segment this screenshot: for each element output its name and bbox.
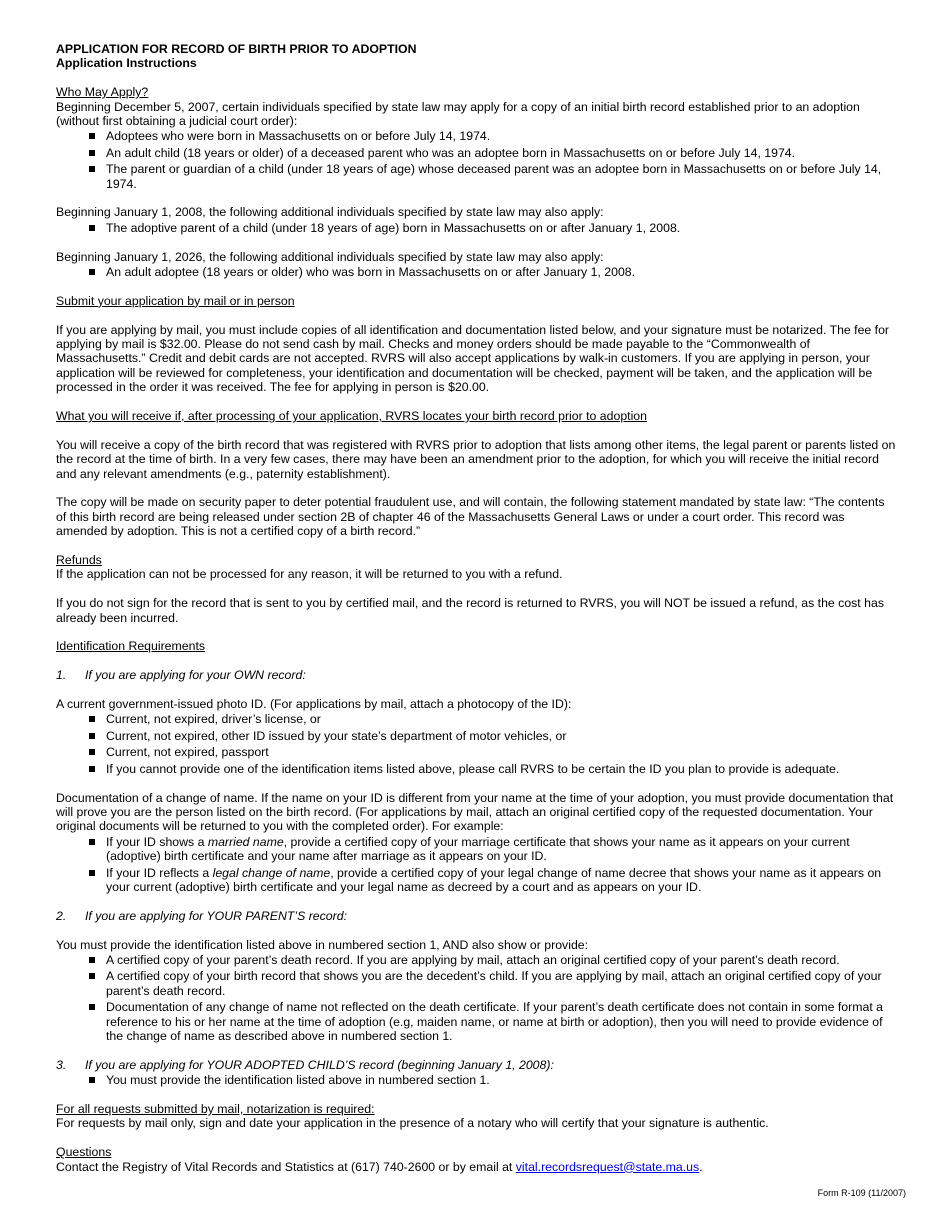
list-item: Documentation of any change of name not reflected on the death certificate. If your parent’s death certificate does not contain in some format a reference to his or her name at the time of adoption (e.g, maiden name, or name at birth or adoption), then you will need to provide evidence of the change of name as described above in numbered section 1. xyxy=(56,1000,898,1043)
section-3-title: 3. If you are applying for YOUR ADOPTED CHILD’S record (beginning January 1, 2008): xyxy=(56,1057,554,1072)
form-id: Form R-109 (11/2007) xyxy=(817,1188,906,1198)
submit-heading: Submit your application by mail or in person xyxy=(56,293,295,308)
list-item: Adoptees who were born in Massachusetts on or before July 14, 1974. xyxy=(56,129,898,143)
bullet-icon xyxy=(89,716,95,722)
receive-text-2: The copy will be made on security paper to deter potential fraudulent use, and will contain, the following statement mandated by state law: “The contents of this birth record are being released under section 2B of chapter 46 of the Massachusetts General Laws or under a court order. This record was amended by adoption. This is not a certified copy of a birth record.” xyxy=(56,495,885,539)
section-1-title: 1. If you are applying for your OWN record: xyxy=(56,668,306,683)
section-2-list xyxy=(56,953,898,1043)
section-1-list xyxy=(56,712,898,776)
who-may-apply-heading: Who May Apply? xyxy=(56,85,149,100)
bullet-icon xyxy=(89,870,95,876)
apply-2008-intro: Beginning January 1, 2008, the following additional individuals specified by state law may also apply: xyxy=(56,205,604,220)
apply-2026-list xyxy=(56,265,898,279)
refunds-text-2: If you do not sign for the record that is sent to you by certified mail, and the record is returned to RVRS, you will NOT be issued a refund, as the cost has already been incurred. xyxy=(56,596,884,625)
list-item: The parent or guardian of a child (under 18 years of age) whose deceased parent was an adoptee born in Massachusetts on or before July 14, 1974. xyxy=(56,162,898,191)
list-item: Current, not expired, passport xyxy=(56,745,898,759)
list-item: A certified copy of your parent’s death record. If you are applying by mail, attach an original certified copy of your parent’s death record. xyxy=(56,953,898,967)
bullet-icon xyxy=(89,733,95,739)
list-item: Current, not expired, driver’s license, or xyxy=(56,712,898,726)
bullet-icon xyxy=(89,133,95,139)
document-title: APPLICATION FOR RECORD OF BIRTH PRIOR TO ADOPTION xyxy=(56,42,417,56)
bullet-icon xyxy=(89,749,95,755)
list-item: An adult child (18 years or older) of a deceased parent who was an adoptee born in Massachusetts on or before July 14, 1974. xyxy=(56,146,898,160)
notarization-text: For requests by mail only, sign and date your application in the presence of a notary who will certify that your signature is authentic. xyxy=(56,1116,769,1131)
section-2-title: 2. If you are applying for YOUR PARENT’S record: xyxy=(56,908,347,923)
bullet-icon xyxy=(89,957,95,963)
list-item: A certified copy of your birth record that shows you are the decedent’s child. If you are applying by mail, attach an original certified copy of your parent’s death record. xyxy=(56,969,898,998)
section-3-list xyxy=(56,1073,898,1087)
list-item: If your ID shows a married name, provide a certified copy of your marriage certificate that shows your name as it appears on your current (adoptive) birth certificate and your name after marriage as it appears on your ID. xyxy=(56,835,898,864)
document-subtitle: Application Instructions xyxy=(56,56,197,71)
submit-text: If you are applying by mail, you must include copies of all identification and documentation listed below, and your signature must be notarized. The fee for applying by mail is $32.00. Please do not send cash by mail. Checks and money orders should be made payable to the “Commonwealth of Massachusetts.” Credit and debit cards are not accepted. RVRS will also accept applications by walk-in customers. If you are applying in person, your application will be reviewed for completeness, your identification and documentation will be checked, payment will be taken, and the application will be processed in the order it was received. The fee for applying in person is $20.00. xyxy=(56,322,890,395)
bullet-icon xyxy=(89,225,95,231)
list-item: You must provide the identification listed above in numbered section 1. xyxy=(56,1073,898,1087)
notarization-heading: For all requests submitted by mail, notarization is required: xyxy=(56,1101,375,1116)
bullet-icon xyxy=(89,766,95,772)
bullet-icon xyxy=(89,166,95,172)
bullet-icon xyxy=(89,269,95,275)
receive-text-1: You will receive a copy of the birth record that was registered with RVRS prior to adoption that lists among other items, the legal parent or parents listed on the record at the time of birth. In a very few cases, there may have been an amendment prior to the adoption, for which you will receive the initial record and any relevant amendments (e.g., paternity establishment). xyxy=(56,437,896,481)
section-1-examples xyxy=(56,835,898,895)
questions-heading: Questions xyxy=(56,1145,112,1160)
bullet-icon xyxy=(89,1077,95,1083)
list-item: An adult adoptee (18 years or older) who was born in Massachusetts on or after January 1, 2008. xyxy=(56,265,898,279)
list-item: If you cannot provide one of the identification items listed above, please call RVRS to be certain the ID you plan to provide is adequate. xyxy=(56,762,898,776)
refunds-heading: Refunds xyxy=(56,553,102,568)
document-page xyxy=(56,42,898,1174)
apply-2008-list xyxy=(56,221,898,235)
id-requirements-heading: Identification Requirements xyxy=(56,639,206,654)
bullet-icon xyxy=(89,150,95,156)
list-item: Current, not expired, other ID issued by your state’s department of motor vehicles, or xyxy=(56,729,898,743)
section-1-intro: A current government-issued photo ID. (For applications by mail, attach a photocopy of the ID): xyxy=(56,697,572,712)
list-item: The adoptive parent of a child (under 18 years of age) born in Massachusetts on or after January 1, 2008. xyxy=(56,221,898,235)
section-2-intro: You must provide the identification listed above in numbered section 1, AND also show or provide: xyxy=(56,937,589,952)
section-1-doc: Documentation of a change of name. If the name on your ID is different from your name at the time of your adoption, you must provide documentation that will prove you are the person listed on the birth record. (For applications by mail, attach an original certified copy of the requested documentation. Your original documents will be returned to you with the completed order). For example: xyxy=(56,790,894,834)
bullet-icon xyxy=(89,839,95,845)
questions-text: Contact the Registry of Vital Records and Statistics at (617) 740-2600 or by email at vital.recordsrequest@state.ma.us. xyxy=(56,1159,703,1174)
email-link[interactable]: vital.recordsrequest@state.ma.us xyxy=(515,1159,700,1174)
list-item: If your ID reflects a legal change of name, provide a certified copy of your legal change of name decree that shows your name as it appears on your current (adoptive) birth certificate and your legal name as decreed by a court and as appears on your ID. xyxy=(56,866,898,895)
bullet-icon xyxy=(89,1004,95,1010)
receive-heading: What you will receive if, after processing of your application, RVRS locates your birth record prior to adoption xyxy=(56,409,647,424)
bullet-icon xyxy=(89,973,95,979)
who-may-apply-list xyxy=(56,129,898,191)
apply-2026-intro: Beginning January 1, 2026, the following additional individuals specified by state law may also apply: xyxy=(56,249,604,264)
refunds-text-1: If the application can not be processed for any reason, it will be returned to you with a refund. xyxy=(56,567,563,582)
who-may-apply-intro: Beginning December 5, 2007, certain individuals specified by state law may apply for a copy of an initial birth record established prior to an adoption (without first obtaining a judicial court order): xyxy=(56,99,860,129)
